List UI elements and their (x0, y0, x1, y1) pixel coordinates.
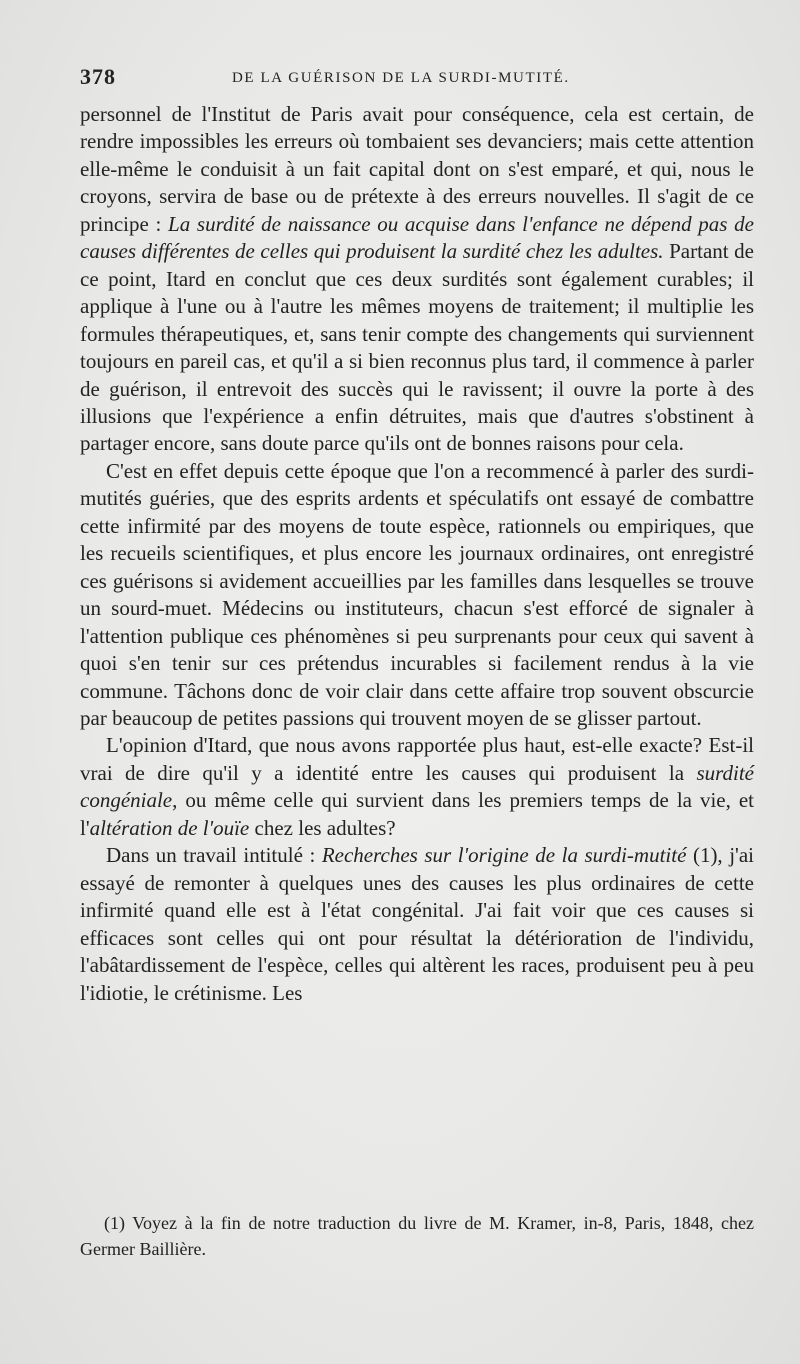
paragraph-3-text-a: L'opinion d'Itard, que nous avons rapportée plus haut, est-elle exacte? Est-il vrai de dire qu'il y a identité entre les causes qui produisent la (80, 733, 754, 785)
paragraph-3-text-c: , ou même celle qui survient dans les premiers temps de la vie, et l' (80, 788, 754, 840)
main-text (80, 101, 754, 1007)
paragraph-2: C'est en effet depuis cette époque que l'on a recommencé à parler des surdi-mutités guéries, que des esprits ardents et spéculatifs ont essayé de combattre cette infirmité par des moyens de toute espèce, rationnels ou empiriques, que les recueils scientifiques, et plus encore les journaux ordinaires, ont enregistré ces guérisons si avidement accueillies par les familles dans lesquelles se trouve un sourd-muet. Médecins ou instituteurs, chacun s'est efforcé de signaler à l'attention publique ces phénomènes si peu surprenants pour ceux qui savent à quoi s'en tenir sur ces prétendus incurables si facilement rendus à la vie commune. Tâchons donc de voir clair dans cette affaire trop souvent obscurcie par beaucoup de petites passions qui trouvent moyen de se glisser partout. (80, 458, 754, 730)
paragraph-4 (80, 842, 754, 1007)
running-title: DE LA GUÉRISON DE LA SURDI-MUTITÉ. (232, 70, 570, 86)
paragraph-4-text-c: (1), j'ai essayé de remonter à quelques unes des causes les plus ordinaires de cette infirmité quand elle est à l'état congénital. J'ai fait voir que ces causes si efficaces sont celles qui ont pour résultat la détérioration de l'individu, l'abâtardissement de l'espèce, celles qui altèrent les races, produisent peu à peu l'idiotie, le crétinisme. Les (80, 843, 754, 1005)
page-header (80, 64, 754, 94)
paragraph-1 (80, 101, 754, 458)
paragraph-3-text-e: chez les adultes? (249, 815, 396, 840)
paragraph-1-principle: La surdité de naissance ou acquise dans l'enfance ne dépend pas de causes différentes de celles qui produisent la surdité chez les adultes. (80, 211, 755, 264)
footnote (80, 1210, 754, 1262)
paragraph-3-term-alteration: altération de l'ouïe (89, 815, 250, 840)
paragraph-1-text-a: personnel de l'Institut de Paris avait pour conséquence, cela est certain, de rendre impossibles les erreurs où tombaient ses devanciers; mais cette attention elle-même le conduisit à un fait capital dont on s'est emparé, et qui, nous le croyons, servira de base ou de prétexte à des erreurs nouvelles. Il s'agit de ce principe : (80, 102, 754, 236)
page-number: 378 (80, 64, 116, 89)
paragraph-3-term-surdite: surdité congéniale (80, 760, 754, 813)
paragraph-4-text-a: Dans un travail intitulé : (106, 843, 322, 868)
paragraph-1-text-c: Partant de ce point, Itard en conclut que ces deux surdités sont également curables; il applique à l'une ou à l'autre les mêmes moyens de traitement; il multiplie les formules thérapeutiques, et, sans tenir compte des changements qui surviennent toujours en pareil cas, et qu'il a si bien reconnus plus tard, il commence à parler de guérison, il entrevoit des succès qui le ravissent; il ouvre la porte à des illusions que l'expérience a enfin détruites, mais que d'autres s'obstinent à partager encore, sans doute parce qu'ils ont de bonnes raisons pour cela. (80, 239, 754, 456)
footnote-text: (1) Voyez à la fin de notre traduction du livre de M. Kramer, in-8, Paris, 1848, chez Germer Baillière. (80, 1213, 754, 1259)
paragraph-4-work-title: Recherches sur l'origine de la surdi-mutité (321, 843, 687, 868)
paragraph-3 (80, 732, 754, 842)
